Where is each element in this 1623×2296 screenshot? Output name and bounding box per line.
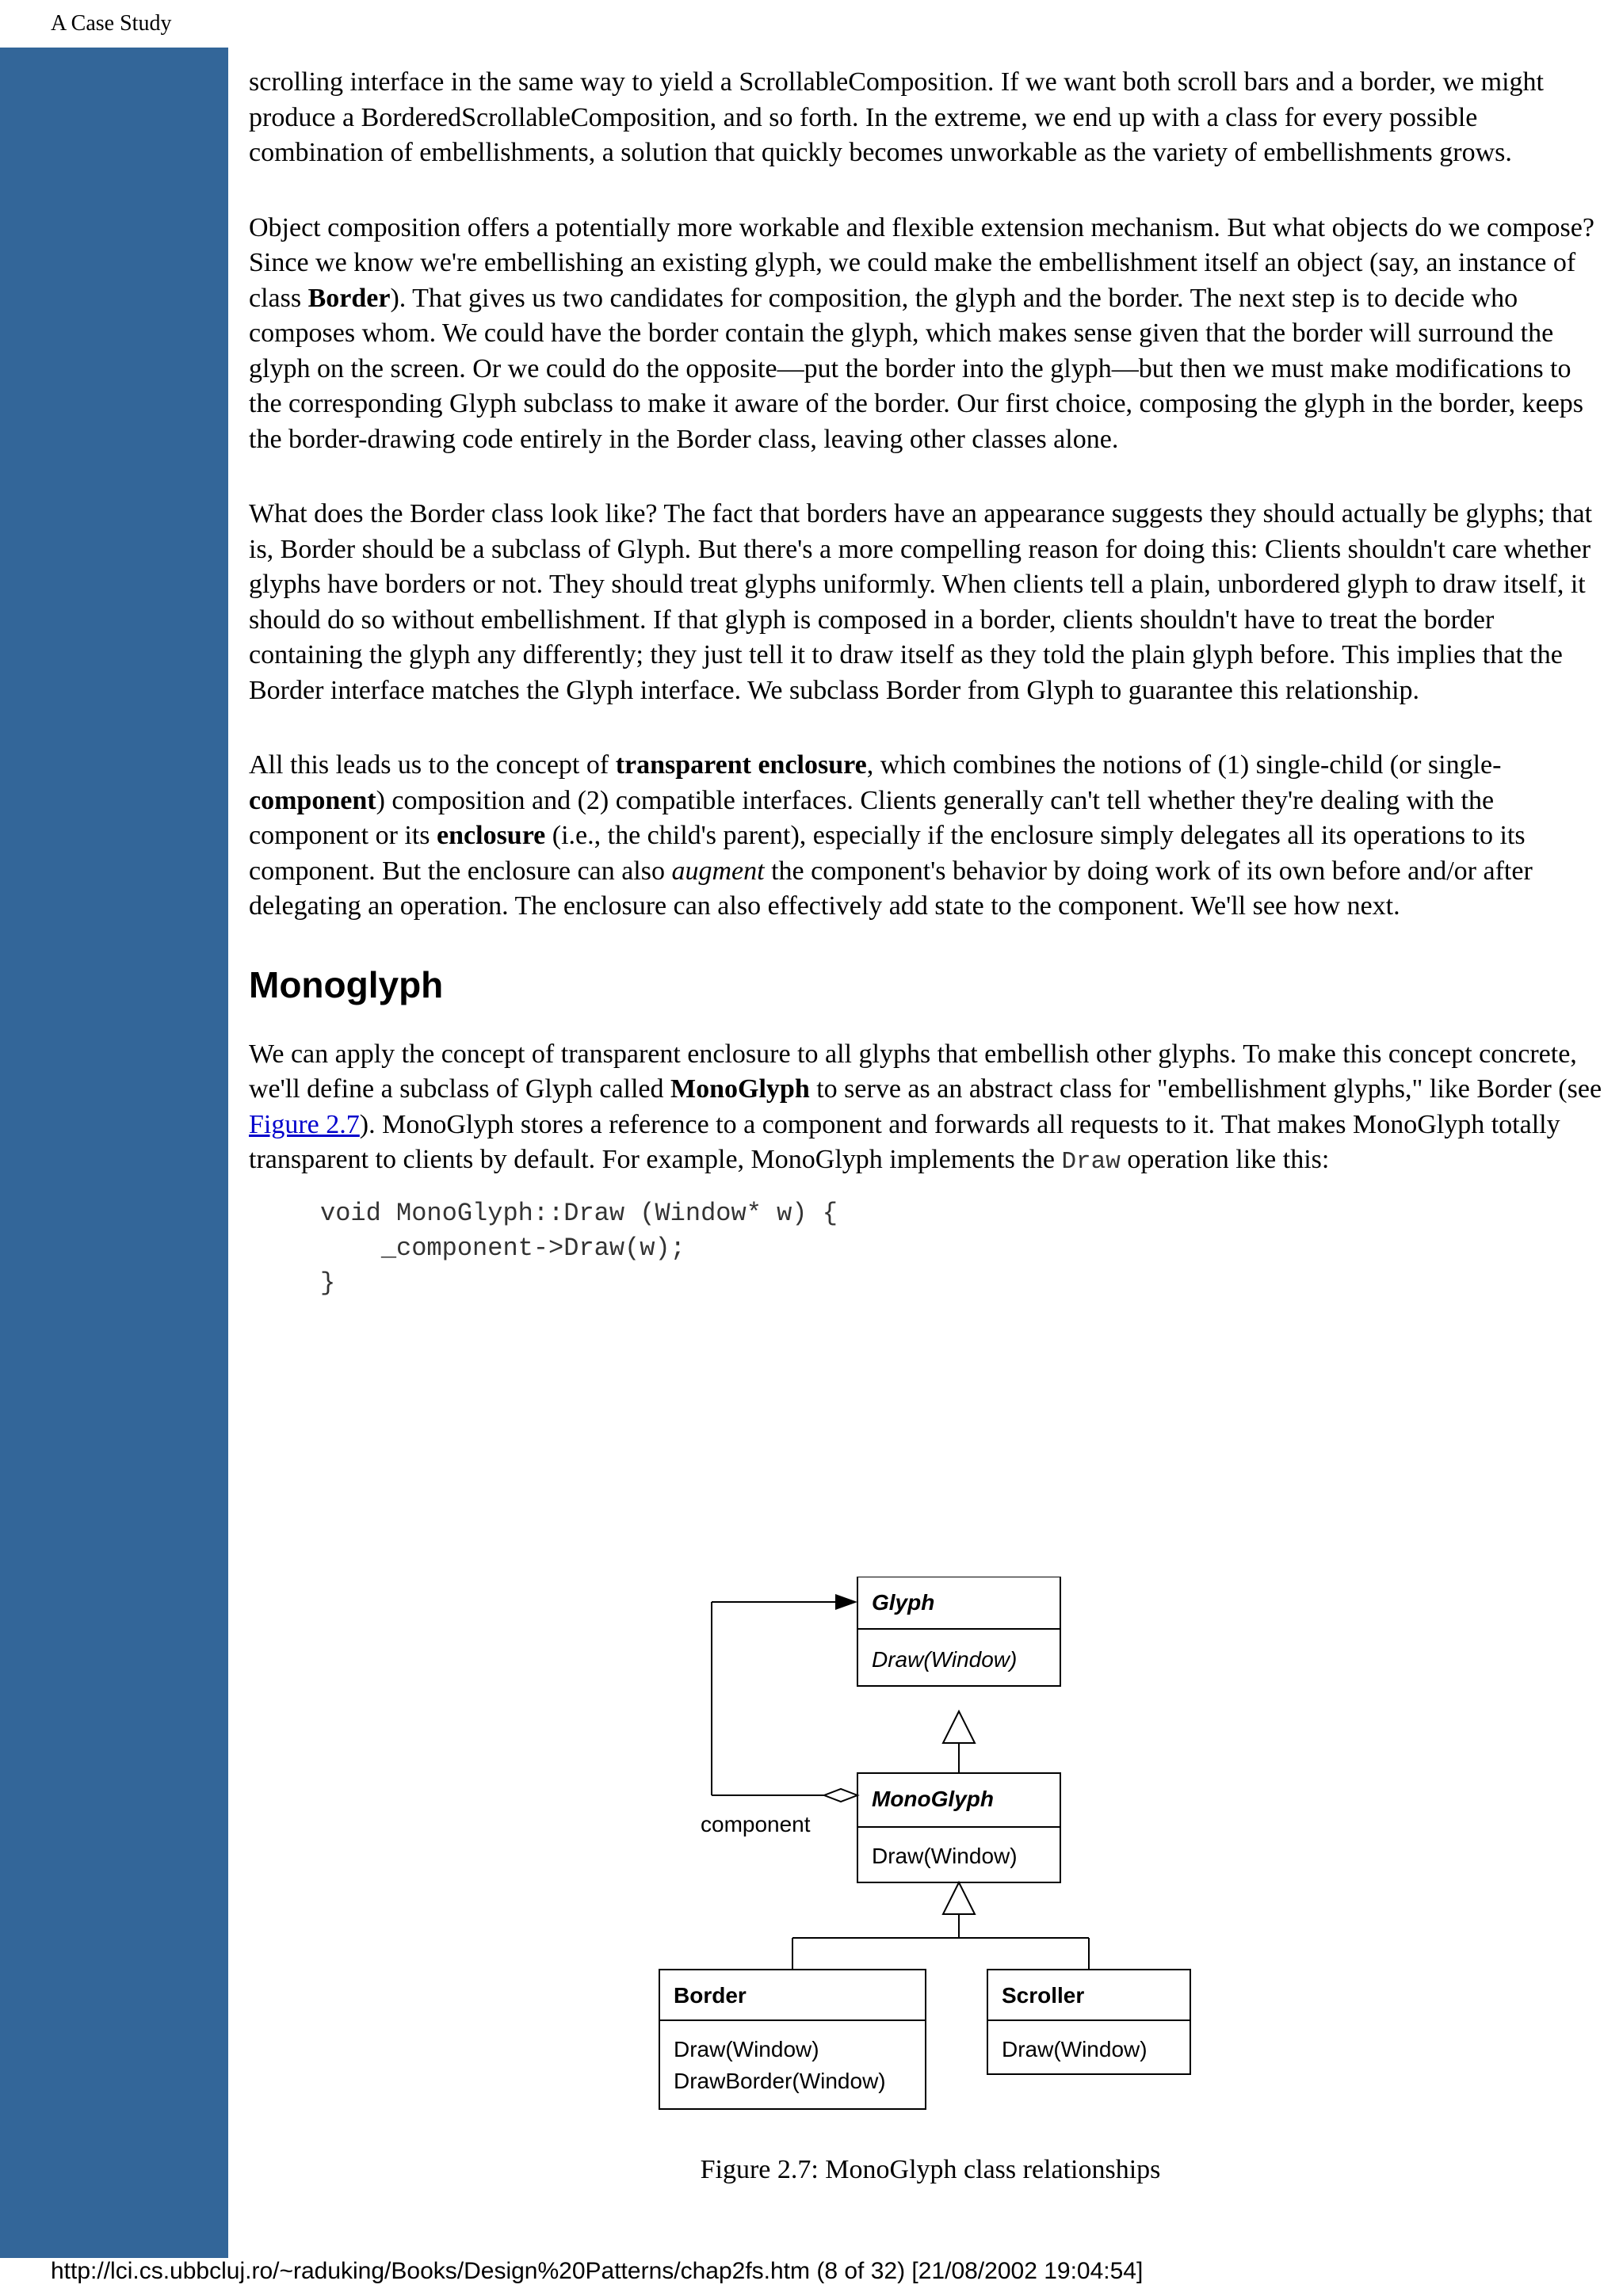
inheritance-triangle-icon [943,1711,975,1743]
page-header-title: A Case Study [51,11,172,36]
footer-url: http://lci.cs.ubbcluj.ro/~raduking/Books/Design%20Patterns/chap2fs.htm (8 of 32) [21/08/2002 19:04:54] [51,2258,1144,2284]
term-component: component [249,785,376,815]
figure-2-7-link[interactable]: Figure 2.7 [249,1109,360,1139]
class-diagram [650,1577,1205,2123]
association-label: component [701,1812,811,1836]
border-drawborder-op: DrawBorder(Window) [674,2069,886,2093]
term-enclosure: enclosure [437,821,546,850]
monoglyph-class-name: MonoGlyph [872,1787,994,1811]
association-arrowhead-icon [835,1594,857,1610]
paragraph-2: Object composition offers a potentially more workable and flexible extension mechanism. But what objects do we compose? Since we know we're embellishing an existing glyph, we could make the embellishment itself an object (say, an instance of class Border). That gives us two candidates for composition, the glyph and the border. The next step is to decide who composes whom. We could have the border contain the glyph, which makes sense given that the border will surround the glyph on the screen. Or we could do the opposite—put the border into the glyph—but then we must make modifications to the corresponding Glyph subclass to make it aware of the border. Our first choice, composing the glyph in the border, keeps the border-drawing code entirely in the Border class, leaving other classes alone. [249,212,1594,454]
paragraph-5: We can apply the concept of transparent enclosure to all glyphs that embellish other glyphs. To make this concept concrete, we'll define a subclass of Glyph called MonoGlyph to serve as an abstract class for "embellishment glyphs," like Border (see Figure 2.7). MonoGlyph stores a reference to a component and forwards all requests to it. That makes MonoGlyph totally transparent to clients by default. For example, MonoGlyph implements the Draw operation like this: [249,1039,1602,1176]
term-transparent-enclosure: transparent enclosure [615,750,867,780]
term-monoglyph: MonoGlyph [670,1074,810,1104]
code-block: void MonoGlyph::Draw (Window* w) { _component->Draw(w); } [320,1198,838,1298]
paragraph-1: scrolling interface in the same way to yield a ScrollableComposition. If we want both scroll bars and a border, we might produce a BorderedScrollableComposition, and so forth. In the extreme, we end up with a class for every possible combination of embellishments, a solution that quickly becomes unworkable as the variety of embellishments grows. [249,67,1544,167]
aggregation-diamond-icon [824,1789,857,1802]
border-class-name: Border [674,1983,747,2008]
border-draw-op: Draw(Window) [674,2037,819,2061]
term-augment: augment [671,856,765,886]
glyph-draw-op: Draw(Window) [872,1647,1018,1672]
section-heading-monoglyph: Monoglyph [249,963,444,1005]
figure-caption: Figure 2.7: MonoGlyph class relationships [700,2155,1161,2184]
monoglyph-draw-op: Draw(Window) [872,1844,1018,1868]
term-border: Border [307,283,391,313]
paragraph-3: What does the Border class look like? The fact that borders have an appearance suggests they should actually be glyphs; that is, Border should be a subclass of Glyph. But there's a more compelling reason for doing this: Clients shouldn't care whether glyphs have borders or not. They should treat glyphs uniformly. When clients tell a plain, unbordered glyph to draw itself, it should do so without embellishment. If that glyph is composed in a border, clients shouldn't have to treat the border containing the glyph any differently; they just tell it to draw itself as they told the plain glyph before. This implies that the Border interface matches the Glyph interface. We subclass Border from Glyph to guarantee this relationship. [249,499,1593,705]
scroller-draw-op: Draw(Window) [1002,2037,1148,2061]
scroller-class-name: Scroller [1002,1983,1085,2008]
paragraph-4: All this leads us to the concept of transparent enclosure, which combines the notions of (1) single-child (or single-component) composition and (2) compatible interfaces. Clients generally can't tell whether they're dealing with the component or its enclosure (i.e., the child's parent), especially if the enclosure simply delegates all its operations to its component. But the enclosure can also augment the component's behavior by doing work of its own before and/or after delegating an operation. The enclosure can also effectively add state to the component. We'll see how next. [249,750,1533,921]
inheritance-triangle-icon [943,1882,975,1914]
left-sidebar [0,48,228,2258]
glyph-class-name: Glyph [872,1590,935,1615]
inline-code-draw: Draw [1061,1148,1121,1176]
article-content [249,65,1607,1301]
